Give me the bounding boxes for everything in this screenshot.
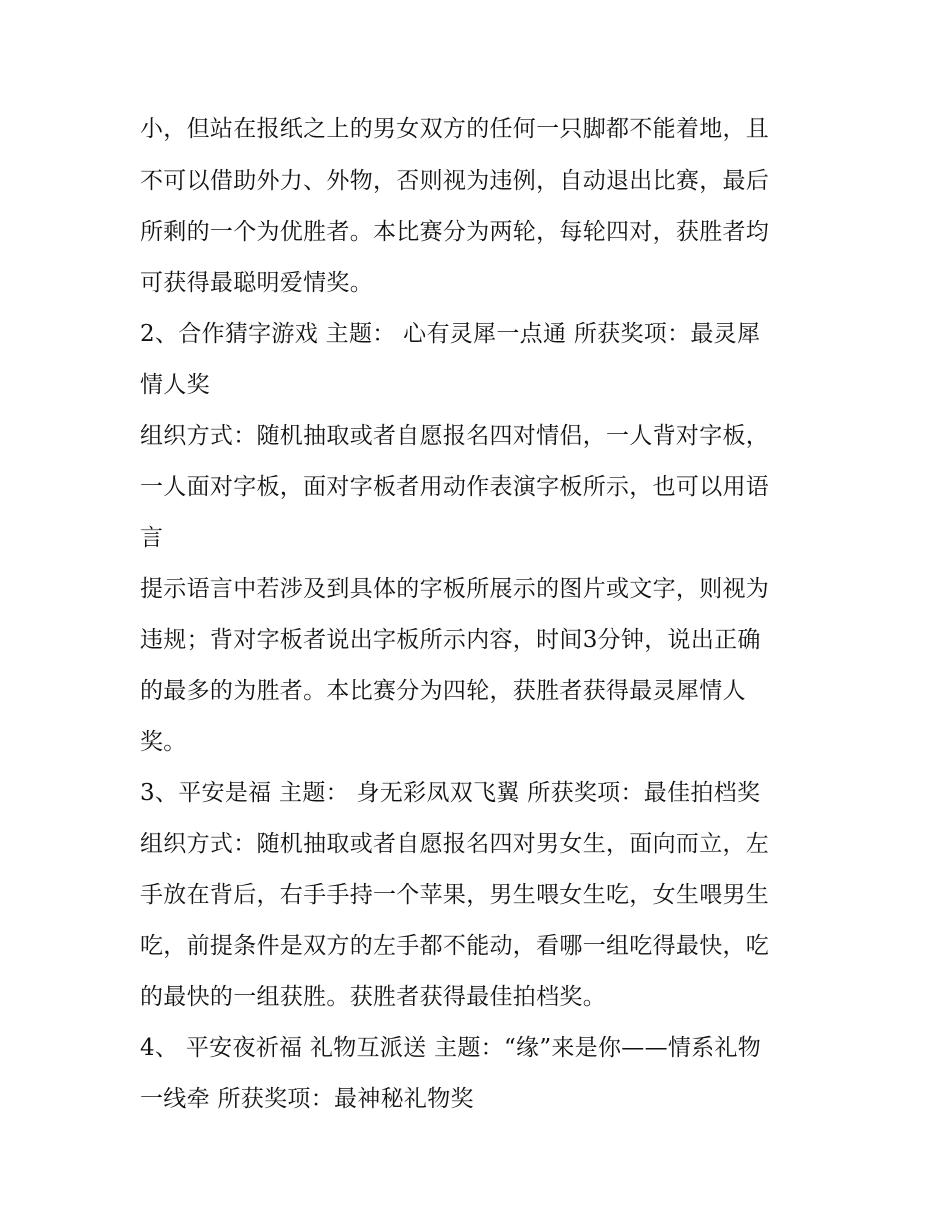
paragraph-line: 奖。 (140, 729, 187, 755)
section-heading-2: 2、合作猜字游戏 主题： 心有灵犀一点通 所获奖项：最灵犀 (140, 321, 761, 347)
paragraph-line: 组织方式：随机抽取或者自愿报名四对情侣，一人背对字板， (140, 423, 770, 449)
paragraph-line: 所剩的一个为优胜者。本比赛分为两轮，每轮四对，获胜者均 (140, 219, 770, 245)
paragraph-line: 组织方式：随机抽取或者自愿报名四对男女生，面向而立，左 (140, 831, 770, 857)
paragraph-line: 违规；背对字板者说出字板所示内容，时间3分钟，说出正确 (140, 627, 761, 653)
paragraph-line: 言 (140, 525, 164, 551)
section-heading-4: 4、 平安夜祈福 礼物互派送 主题：“缘”来是你——情系礼物 (140, 1035, 762, 1061)
paragraph-line: 的最多的为胜者。本比赛分为四轮，获胜者获得最灵犀情人 (140, 678, 746, 704)
paragraph-line: 的最快的一组获胜。获胜者获得最佳拍档奖。 (140, 984, 606, 1010)
paragraph-line: 吃，前提条件是双方的左手都不能动，看哪一组吃得最快，吃 (140, 933, 770, 959)
paragraph-line: 可获得最聪明爱情奖。 (140, 270, 373, 296)
section-heading-3: 3、平安是福 主题： 身无彩凤双飞翼 所获奖项：最佳拍档奖 (140, 780, 761, 806)
paragraph-line: 手放在背后，右手手持一个苹果，男生喂女生吃，女生喂男生 (140, 882, 770, 908)
paragraph-line: 提示语言中若涉及到具体的字板所展示的图片或文字，则视为 (140, 576, 770, 602)
paragraph-line: 不可以借助外力、外物，否则视为违例，自动退出比赛，最后 (140, 168, 770, 194)
section-heading-4-cont: 一线牵 所获奖项：最神秘礼物奖 (140, 1086, 474, 1112)
paragraph-line: 一人面对字板，面对字板者用动作表演字板所示，也可以用语 (140, 474, 770, 500)
paragraph-line: 小，但站在报纸之上的男女双方的任何一只脚都不能着地，且 (140, 116, 770, 142)
section-heading-2-cont: 情人奖 (140, 372, 210, 398)
